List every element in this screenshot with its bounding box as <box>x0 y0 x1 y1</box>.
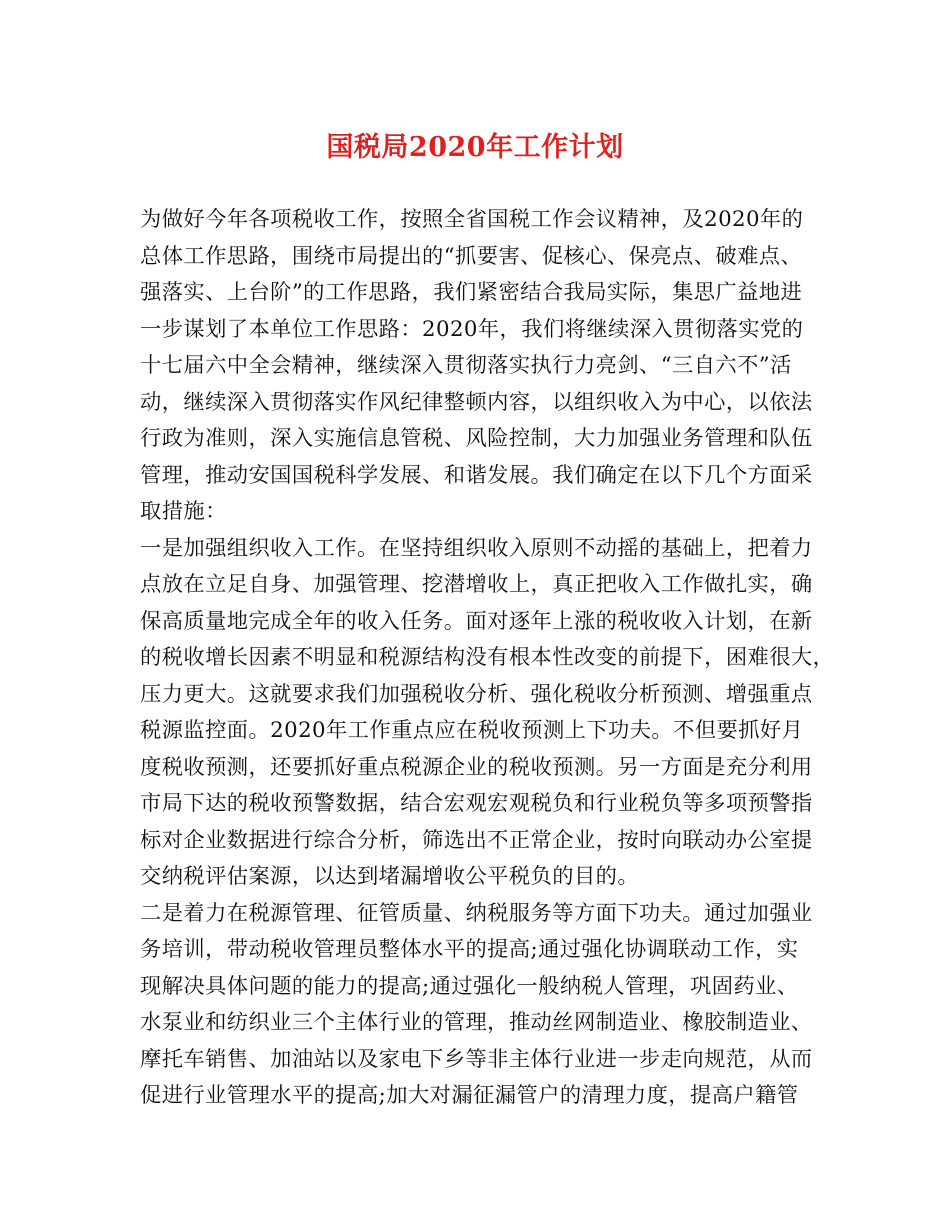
text-line: 交纳税评估案源，以达到堵漏增收公平税负的目的。 <box>140 864 640 889</box>
text-line: 保高质量地完成全年的收入任务。面对逐年上涨的税收收入计划，在新 <box>140 608 813 634</box>
text-line: 强落实、上台阶”的工作思路，我们紧密结合我局实际，集思广益地进 <box>140 280 803 305</box>
text-line: 二是着力在税源管理、征管质量、纳税服务等方面下功夫。通过加强业 <box>140 900 813 926</box>
text-line: 的税收增长因素不明显和税源结构没有根本性改变的前提下，困难很大， <box>140 645 835 670</box>
document-body <box>140 202 835 1115</box>
text-line: 取措施： <box>140 499 227 524</box>
text-line: 行政为准则，深入实施信息管税、风险控制，大力加强业务管理和队伍 <box>140 426 813 451</box>
text-line: 管理，推动安国国税科学发展、和谐发展。我们确定在以下几个方面采 <box>140 462 813 488</box>
text-line: 摩托车销售、加油站以及家电下乡等非主体行业进一步走向规范，从而 <box>140 1046 813 1072</box>
text-line: 为做好今年各项税收工作，按照全省国税工作会议精神，及2020年的 <box>140 207 804 232</box>
text-line: 市局下达的税收预警数据，结合宏观宏观税负和行业税负等多项预警指 <box>140 791 813 816</box>
text-line: 十七届六中全会精神，继续深入贯彻落实执行力亮剑、“三自六不”活 <box>140 353 792 378</box>
document-title: 国税局2020年工作计划 <box>326 132 624 163</box>
text-line: 现解决具体问题的能力的提高;通过强化一般纳税人管理，巩固药业、 <box>140 973 799 999</box>
text-line: 度税收预测，还要抓好重点税源企业的税收预测。另一方面是充分利用 <box>140 754 813 780</box>
text-line: 总体工作思路，围绕市局提出的“抓要害、促核心、保亮点、破难点、 <box>140 243 803 269</box>
text-line: 标对企业数据进行综合分析，筛选出不正常企业，按时向联动办公室提 <box>140 827 813 853</box>
text-line: 点放在立足自身、加强管理、挖潜增收上，真正把收入工作做扎实，确 <box>140 572 813 597</box>
text-line: 促进行业管理水平的提高;加大对漏征漏管户的清理力度，提高户籍管 <box>140 1083 799 1108</box>
text-line: 水泵业和纺织业三个主体行业的管理，推动丝网制造业、橡胶制造业、 <box>140 1010 813 1035</box>
text-line: 一步谋划了本单位工作思路：2020年，我们将继续深入贯彻落实党的 <box>140 316 804 342</box>
text-line: 务培训，带动税收管理员整体水平的提高;通过强化协调联动工作，实 <box>140 937 799 962</box>
text-line: 动，继续深入贯彻落实作风纪律整顿内容，以组织收入为中心，以依法 <box>140 389 813 415</box>
text-line: 压力更大。这就要求我们加强税收分析、强化税收分析预测、增强重点 <box>140 681 813 707</box>
text-line: 一是加强组织收入工作。在坚持组织收入原则不动摇的基础上，把着力 <box>140 535 813 561</box>
text-line: 税源监控面。2020年工作重点应在税收预测上下功夫。不但要抓好月 <box>140 718 804 743</box>
